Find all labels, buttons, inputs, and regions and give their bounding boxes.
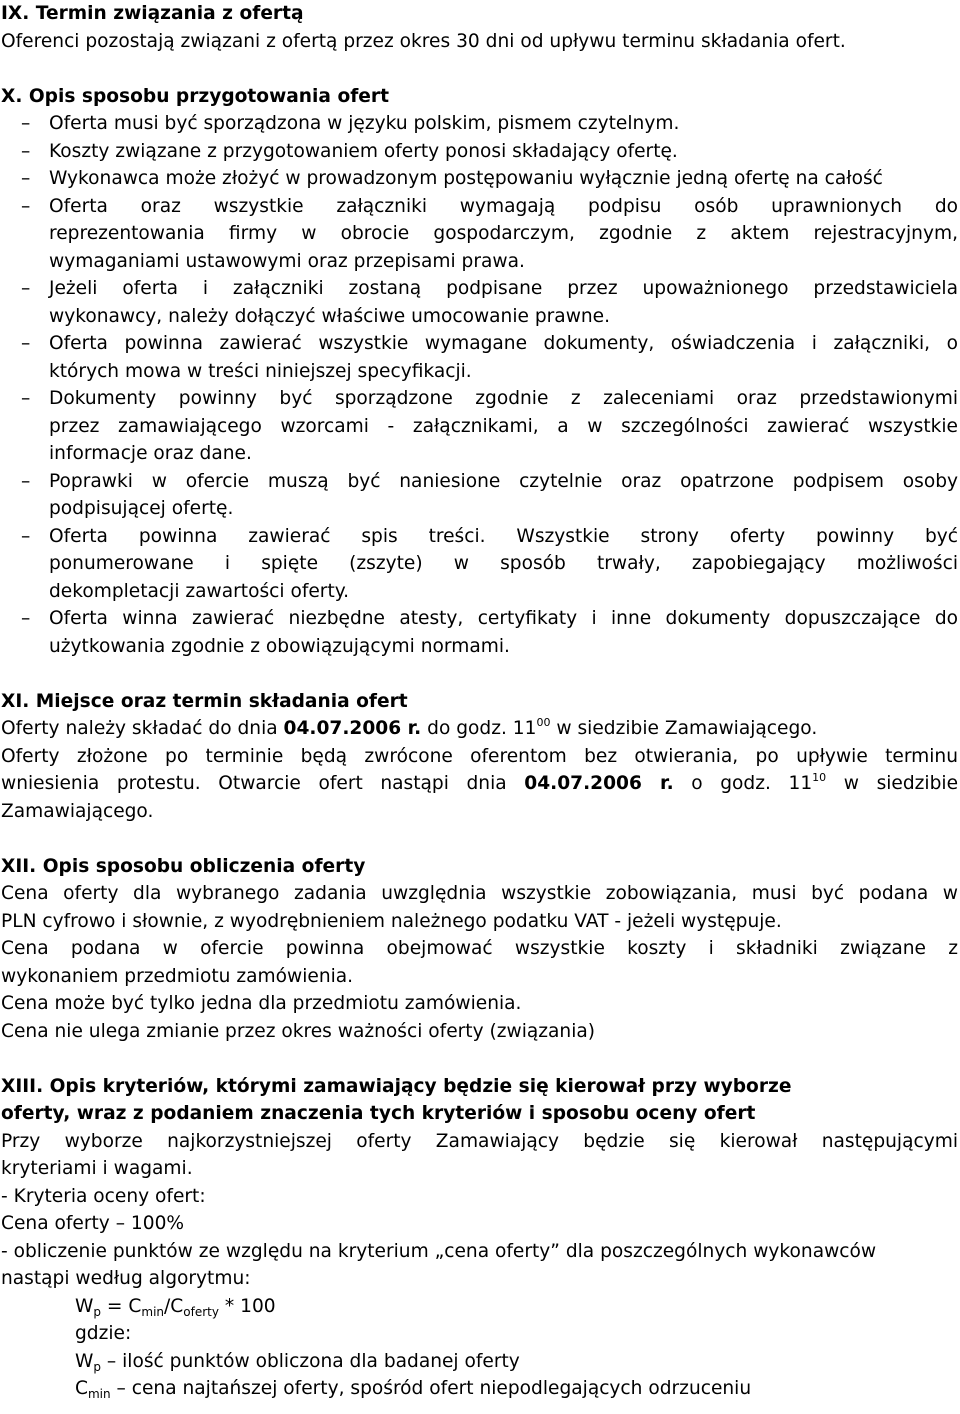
paragraph: Cena oferty – 100% xyxy=(1,1213,185,1234)
list-item: – Oferta oraz wszystkie załączniki wymagają podpisu osób uprawnionych do xyxy=(21,195,958,217)
list-item-continuation: ponumerowane i spięte (zszyte) w sposób trwały, zapobiegający możliwości xyxy=(49,553,958,574)
paragraph: kryteriami i wagami. xyxy=(1,1158,193,1179)
section-xi-heading: XI. Miejsce oraz termin składania ofert xyxy=(1,690,408,712)
section-xiii-heading-cont: oferty, wraz z podaniem znaczenia tych kryteriów i sposobu oceny ofert xyxy=(1,1103,756,1124)
section-x-heading: X. Opis sposobu przygotowania ofert xyxy=(1,85,389,107)
list-item-continuation: informacje oraz dane. xyxy=(49,443,252,464)
list-item: – Oferta powinna zawierać spis treści. Wszystkie strony oferty powinny być xyxy=(21,525,958,547)
section-ix-text: Oferenci pozostają związani z ofertą przez okres 30 dni od upływu terminu składania ofert. xyxy=(1,30,846,52)
list-item: – Jeżeli oferta i załączniki zostaną podpisane przez upoważnionego przedstawiciela xyxy=(21,278,958,299)
list-item: – Oferta winna zawierać niezbędne atesty, certyfikaty i inne dokumenty dopuszczające do xyxy=(21,608,958,629)
list-item: – Wykonawca może złożyć w prowadzonym postępowaniu wyłącznie jedną ofertę na całość xyxy=(21,168,883,189)
formula: $W_p = C_{min}/C_{oferty} * 100$ xyxy=(75,1295,276,1319)
paragraph: - obliczenie punktów ze względu na kryterium „cena oferty” dla poszczególnych wykonawców xyxy=(1,1240,877,1262)
list-item: – Dokumenty powinny być sporządzone zgodnie z zaleceniami oraz przedstawionymi xyxy=(21,388,958,409)
list-item-continuation: przez zamawiającego wzorcami - załącznikami, a w szczególności zawierać wszystkie xyxy=(49,415,958,437)
paragraph: nastąpi według algorytmu: xyxy=(1,1268,251,1289)
paragraph: Oferty złożone po terminie będą zwrócone oferentom bez otwierania, po upływie terminu xyxy=(1,745,958,767)
paragraph: Oferty należy składać do dnia 04.07.2006 r. do godz. $11^{00}$ w siedzibie Zamawiającego. xyxy=(1,716,818,739)
formula-where: gdzie: xyxy=(75,1323,132,1344)
section-xiii-heading: XIII. Opis kryteriów, którymi zamawiający będzie się kierował przy wyborze xyxy=(1,1075,792,1097)
list-item: – Poprawki w ofercie muszą być naniesione czytelnie oraz opatrzone podpisem osoby xyxy=(21,470,958,492)
list-item-continuation: reprezentowania firmy w obrocie gospodarczym, zgodnie z aktem rejestracyjnym, xyxy=(49,223,958,244)
list-item-continuation: użytkowania zgodnie z obowiązującymi normami. xyxy=(49,635,510,657)
list-item-continuation: wykonawcy, należy dołączyć właściwe umocowanie prawne. xyxy=(49,305,611,327)
list-item-continuation: dekompletacji zawartości oferty. xyxy=(49,580,350,602)
definition: $C_{min}$ – cena najtańszej oferty, spośród ofert niepodlegających odrzuceniu xyxy=(75,1378,752,1401)
paragraph: Zamawiającego. xyxy=(1,800,154,822)
list-item: – Koszty związane z przygotowaniem oferty ponosi składający ofertę. xyxy=(21,140,678,162)
list-item-continuation: których mowa w treści niniejszej specyfikacji. xyxy=(49,360,472,382)
paragraph: Cena oferty dla wybranego zadania uwzględnia wszystkie zobowiązania, musi być podana w xyxy=(1,883,958,904)
paragraph: Cena podana w ofercie powinna obejmować wszystkie koszty i składniki związane z xyxy=(1,938,958,959)
paragraph: wniesienia protestu. Otwarcie ofert nastąpi dnia 04.07.2006 r. o godz. $11^{10}$ w siedzibie xyxy=(1,771,958,794)
list-item: – Oferta powinna zawierać wszystkie wymagane dokumenty, oświadczenia i załączniki, o xyxy=(21,333,958,354)
paragraph: wykonaniem przedmiotu zamówienia. xyxy=(1,965,354,987)
section-ix-heading: IX. Termin związania z ofertą xyxy=(1,3,304,24)
paragraph: PLN cyfrowo i słownie, z wyodrębnieniem należnego podatku VAT - jeżeli występuje. xyxy=(1,910,782,932)
paragraph: Cena nie ulega zmianie przez okres ważności oferty (związania) xyxy=(1,1020,596,1042)
paragraph: - Kryteria oceny ofert: xyxy=(1,1185,206,1207)
paragraph: Cena może być tylko jedna dla przedmiotu zamówienia. xyxy=(1,993,522,1014)
list-item-continuation: wymaganiami ustawowymi oraz przepisami prawa. xyxy=(49,250,525,272)
list-item-continuation: podpisującej ofertę. xyxy=(49,498,234,519)
list-item: – Oferta musi być sporządzona w języku polskim, pismem czytelnym. xyxy=(21,113,680,134)
section-xii-heading: XII. Opis sposobu obliczenia oferty xyxy=(1,855,366,877)
paragraph: Przy wyborze najkorzystniejszej oferty Zamawiający będzie się kierował następującymi xyxy=(1,1130,958,1152)
definition: $W_p$ – ilość punktów obliczona dla badanej oferty xyxy=(75,1350,520,1374)
